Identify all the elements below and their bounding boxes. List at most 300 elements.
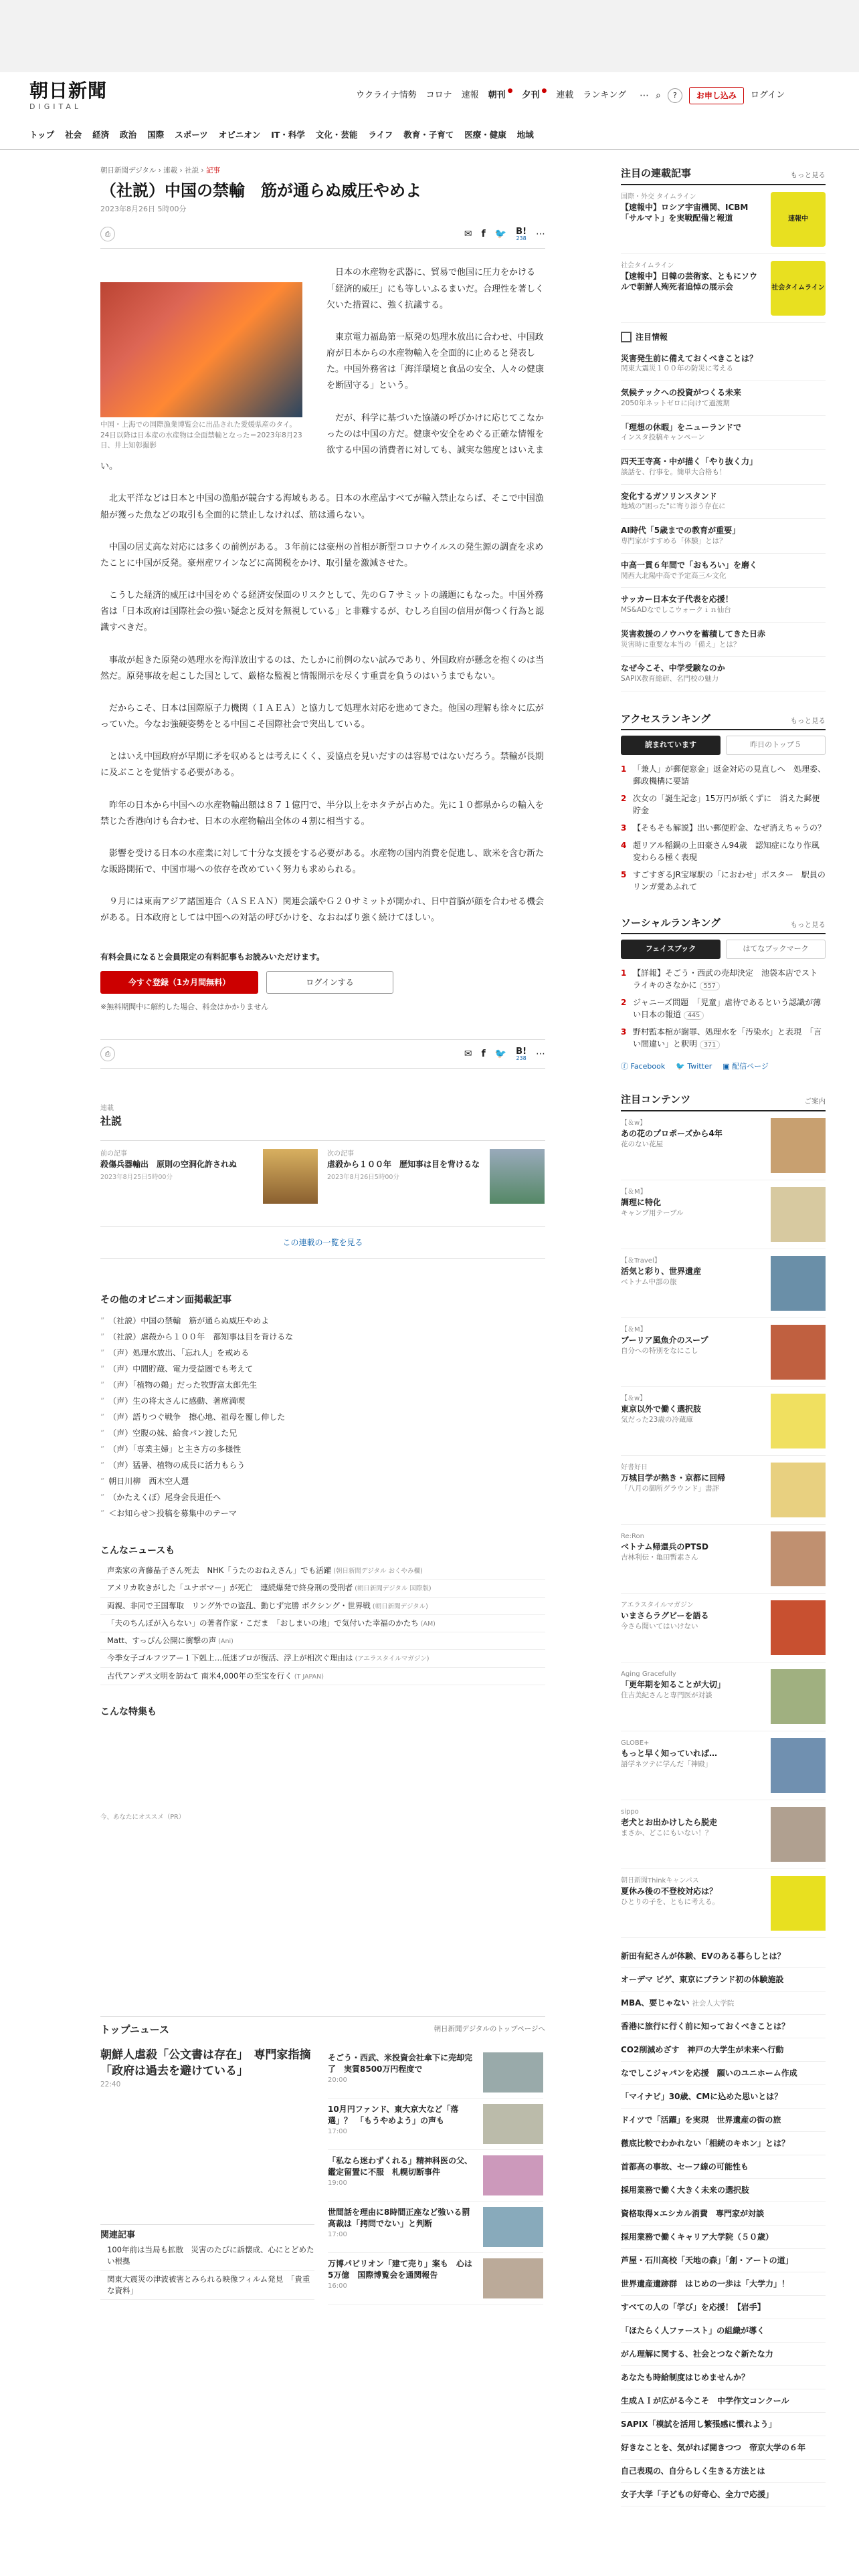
pr-item[interactable] [621,2389,826,2413]
pr-item[interactable] [621,2366,826,2389]
pr-list [621,1945,826,2507]
opinion-heading: その他のオピニオン面掲載記事 [100,1295,231,1306]
pr-item[interactable] [621,2015,826,2038]
bookmark-count: 238 [516,235,527,241]
pr-headline: 香港に旅行に行く前に知っておくべきことは？ [621,2022,790,2032]
opinion-item[interactable]: ” （社説）虐殺から１００年 都知事は目を背けるな [100,1329,545,1345]
ranking-more-link[interactable]: もっと見る [790,716,826,725]
ad-item[interactable] [621,519,826,554]
pr-item[interactable] [621,2062,826,2085]
social-item[interactable] [621,964,826,994]
tab-most-read[interactable]: 読まれています [621,736,721,755]
nav-ranking[interactable]: ランキング [583,90,627,101]
register-button[interactable]: 今すぐ登録（1カ月間無料） [100,971,258,994]
topnews-thumbnail [483,2207,543,2247]
opinion-item[interactable]: ” 朝日川柳 西木空人選 [100,1473,545,1489]
ad-item[interactable] [621,347,826,382]
serial-item[interactable] [621,185,826,254]
pr-item[interactable] [621,2202,826,2226]
login-link[interactable]: ログイン [750,90,785,101]
category-7[interactable]: IT・科学 [271,130,305,140]
ranking-tabs [621,736,826,755]
ad-item[interactable] [621,657,826,691]
topnews-item[interactable] [328,2253,543,2304]
content-sub: 語学ネツテに学んだ「神殿」 [621,1759,712,1768]
more-options-icon[interactable]: ⋯ [536,1048,545,1059]
content-text [621,1118,761,1173]
content-thumbnail [771,1394,826,1448]
news-source: (朝日新聞デジタル 国際版) [353,1585,432,1593]
category-4[interactable]: 国際 [147,130,165,140]
ranking-text: すごすぎるJR宝塚駅の「におわせ」ポスター 駅員のリンガ愛あふれて [633,869,826,891]
topnews-time: 19:00 [328,2179,347,2187]
pr-item[interactable] [621,2460,826,2483]
pr-area [100,1822,545,1990]
news-item[interactable] [100,1598,545,1615]
facebook-icon[interactable]: f [481,1048,486,1059]
ad-item[interactable] [621,485,826,520]
content-thumbnail [771,1531,826,1586]
topnews-headline: 万博パビリオン「建て売り」案も 心は5万億 国際博覧会を通関報告 [328,2258,472,2280]
content-headline: ベトナム帰還兵のPTSD [621,1541,708,1551]
content-item[interactable] [621,1662,826,1731]
content-thumbnail [771,1600,826,1655]
news-item[interactable] [100,1668,545,1685]
pr-headline: 女子大学「子どもの好奇心、全力で応援」 [621,2490,774,2500]
ad-headline: 四天王寺高・中が描く「やり抜く力」 [621,457,758,467]
opinion-item[interactable]: ” （声）語りつぐ戦争 擦心地、祖母を覆し伸した [100,1409,545,1425]
topnews-time: 17:00 [328,2231,347,2239]
category-2[interactable]: 経済 [92,130,110,140]
premium-text: 有料会員になると会員限定の有料記事もお読みいただけます。 [100,952,325,962]
category-11[interactable]: 医療・健康 [464,130,506,140]
pr-item[interactable] [621,2109,826,2132]
content-item[interactable] [621,1594,826,1662]
social-number: 2 [621,998,627,1008]
content-sub: 吉林利伝・亀田暫素さん [621,1553,698,1562]
mail-icon[interactable]: ✉ [464,228,472,239]
article-paragraph: 事故が起きた原発の処理水を海洋放出するのは、たしかに前例のない試みであり、外国政府が懸念を抱くのは当然だ。原発事故を起こした国として、厳格な監視と情報開示を尽くす重責を負うのはいうまでもない。 [100,655,545,681]
tab-yesterday-top5[interactable]: 昨日のトップ５ [726,736,826,755]
opinion-item[interactable]: ” （声）猛暑、植物の成長に活力もらう [100,1457,545,1473]
news-source: (T JAPAN) [292,1673,324,1681]
topnews-headline: 「私なら迷わずくれる」精神科医の父、鑑定留置に不服 札幌切断事件 [328,2155,473,2177]
twitter-icon[interactable]: 🐦 [494,1048,507,1059]
content-sub: ひとりの子を、ともに考える。 [621,1897,719,1906]
content-sub: 住吉美紀さんと専門医が対談 [621,1691,712,1699]
ad-headline: サッカー日本女子代表を応援！ [621,595,733,605]
category-0[interactable]: トップ [29,130,55,140]
opinion-item[interactable]: ” （声）「植物の鵜」だった牧野富太郎先生 [100,1377,545,1393]
premium-note: ※無料期間中に解約した場合、料金はかかりません [100,1002,269,1011]
nav-morning[interactable]: 朝刊 ● [488,88,513,101]
article-figure [100,282,302,451]
topnews-time: 20:00 [328,2076,347,2084]
nav-evening[interactable]: 夕刊 ● [522,88,547,101]
content-tag: 好書好日 [621,1463,648,1471]
ad-sub: 災害時に重要な本当の「備え」とは？ [621,640,741,649]
topnews-thumbnail [483,2258,543,2298]
ad-item[interactable] [621,381,826,416]
article-paragraph: 影響を受ける日本の水産業に対して十分な支援をする必要がある。水産物の国内消費を促進し、欧米を含む新たな販路開拓で、中国市場への依存を改めていく努力も求められる。 [100,848,545,875]
content-tag: 【＆M】 [621,1325,647,1333]
topnews-thumbnail [483,2155,543,2195]
pr-item[interactable] [621,2085,826,2109]
print-icon[interactable]: ⎙ [100,1047,115,1061]
topnews-item-text [328,2155,475,2195]
ad-sub: 地域の"困った"に寄り添う存在に [621,502,726,511]
pr-headline: 採用業務で働くキャリア大学院（５０歳） [621,2232,774,2242]
pr-headline: CO2削減めざす 神戸の大学生が未来へ行動 [621,2045,784,2055]
content-headline: あの花のプロポーズから4年 [621,1128,723,1138]
ad-item[interactable] [621,554,826,588]
pr-item[interactable] [621,2249,826,2272]
tab-hatena[interactable]: はてなブックマーク [726,940,826,959]
ad-headline: 変化するガソリンスタンド [621,491,717,501]
content-sub: まさか、どこにもいない！？ [621,1828,712,1837]
pr-item[interactable] [621,2436,826,2460]
content-item[interactable] [621,1249,826,1318]
ad-sub: 関東大震災１００年の防災に考える [621,364,733,373]
ranking-text: 「兼人」が郵便窓金」返金対応の見直しへ 処理委、郵政機構に要請 [633,764,826,786]
news-item[interactable] [100,1632,545,1650]
category-12[interactable]: 地域 [516,130,534,140]
ranking-item[interactable] [621,837,826,866]
topnews-time: 17:00 [328,2128,347,2136]
content-item[interactable] [621,1387,826,1456]
news-headline: アメリカ吹きがした「ユナボマー」が死亡 連続爆発で終身刑の受刑者 [107,1583,353,1593]
news-headline: 声楽家の斉藤晶子さん死去 NHK「うたのおねえさん」でも活躍 [107,1566,332,1576]
social-item[interactable] [621,994,826,1023]
ranking-item[interactable] [621,819,826,837]
next-headline: 虐殺から１００年 歴知事は目を背けるな [327,1160,480,1170]
content-sub: キャンプ用テーブル [621,1208,684,1217]
social-number: 1 [621,968,627,978]
topnews-item[interactable] [328,2150,543,2202]
pr-item[interactable] [621,2483,826,2506]
site-logo[interactable] [29,81,110,112]
topnews-headline: 世間話を理由に8時間正座など強いる罰 高裁は「拷問でない」と判断 [328,2207,478,2228]
social-count: 445 [684,1011,704,1020]
content-sub: 気だった23歳の冷蔵庫 [621,1415,693,1424]
content-tag: アエラスタイルマガジン [621,1601,694,1609]
content-headline: 「更年期を知ることが大切」 [621,1679,726,1689]
pr-headline: 「ほたらく人ファースト」の組織が導く [621,2326,765,2336]
login-button[interactable]: ログインする [266,971,393,994]
prev-thumbnail [263,1149,318,1204]
article-paragraph: とはいえ中国政府が早期に矛を収めるとは考えにくく、妥協点を見いだすのは容易ではないだろう。禁輸が長期に及ぶことを覚悟する必要がある。 [100,752,544,778]
social-text: 野村監本棺が謝罪、処理水を「汚染水」と表現 「言い間違い」と釈明 371 [633,1027,822,1049]
ranking-list [621,760,826,895]
ad-sub: インスタ投稿キャンペーン [621,433,705,442]
pr-item[interactable] [621,2272,826,2296]
series-list-link[interactable]: この連載の一覧を見る [100,1226,545,1259]
ad-item[interactable] [621,416,826,451]
topnews-list [328,2047,543,2304]
nav-ukraine[interactable]: ウクライナ情勢 [356,90,417,101]
content-item[interactable] [621,1318,826,1387]
ranking-item[interactable] [621,790,826,819]
content-item[interactable] [621,1525,826,1594]
content-sub: 花のない花屋 [621,1140,663,1148]
content-thumbnail [771,1256,826,1311]
article-paragraph: 日本の水産物を武器に、貿易で他国に圧力をかける「経済的威圧」にも等しいふるまいだ。合理性を著しく欠いた措置に、強く抗議する。 [326,267,545,310]
sidebar [621,150,826,2506]
category-9[interactable]: ライフ [368,130,393,140]
news-item[interactable] [100,1580,545,1597]
nav-corona[interactable]: コロナ [425,90,452,101]
article-title: （社説）中国の禁輸 筋が通らぬ威圧やめよ [100,181,421,200]
topnews-item-text [328,2258,475,2298]
article-paragraph: 中国の居丈高な対応には多くの前例がある。３年前には豪州の首相が新型コロナウイルスの発生源の調査を求めたことに中国が反発。豪州産ワインなどに高関税をかけ、取引量を激減させた。 [100,542,544,568]
content-thumbnail [771,1325,826,1380]
pr-headline: 首都高の事故、セーフ線の可能性も [621,2162,749,2172]
content-text [621,1394,761,1448]
nav-breaking[interactable]: 速報 [461,90,479,101]
crumb-current: 記事 [206,167,220,175]
ranking-number: 5 [621,869,627,879]
content-list [621,1111,826,1938]
pr-headline: SAPIX「模試を活用し繁張感に慣れよう」 [621,2420,777,2430]
subscribe-button[interactable]: お申し込み [689,87,744,104]
related-series [100,1103,545,1259]
nav-series[interactable]: 連載 [556,90,574,101]
opinion-item[interactable]: ” （かたえくぼ）尾身会長退任へ [100,1489,545,1505]
twitter-follow-label: Twitter [687,1061,712,1071]
content-item[interactable] [621,1111,826,1180]
hatena-bookmark-icon[interactable]: B! 238 [516,1046,527,1061]
news-source: (Ani) [216,1638,233,1646]
opinion-item[interactable]: ” （声）生の将太さんに感動、著席満喫 [100,1393,545,1409]
news-item[interactable] [100,1562,545,1580]
pr-headline: 芦屋・石川高校「天地の森」「創・アートの道」 [621,2256,793,2266]
mail-icon[interactable]: ✉ [464,1048,472,1059]
ad-headline: 災害発生前に備えておくべきことは？ [621,353,758,363]
pr-item[interactable] [621,2296,826,2319]
twitter-icon[interactable]: 🐦 [494,228,507,239]
social-text: ジャニーズ問題 「児童」虐待であるという認識が薄い日本の報道 445 [633,998,822,1020]
serial-item[interactable] [621,254,826,323]
content-item[interactable] [621,1800,826,1869]
article-paragraph: 北太平洋などは日本と中国の漁船が競合する海域もある。日本の水産品すべてが輸入禁止ならば、そこで中国漁船が獲った魚などの取引も全面的に禁止しなければ、筋は通らない。 [100,494,544,520]
content-sub: ベトナム中部の旅 [621,1277,677,1286]
category-5[interactable]: スポーツ [175,130,208,140]
feed-follow[interactable]: ▣ 配信ページ [723,1061,769,1071]
related-item[interactable]: 100年前は当局も拡散 災害のたびに訴懐成、心にとどめたい根拠 [100,2242,314,2271]
photo-caption: 中国・上海での国際漁業博覧会に出品された愛媛県産のタイ。24日以降は日本産の水産物は全面禁輸となった＝2023年8月23日、井上知彰撮影 [100,421,302,449]
content-item[interactable] [621,1456,826,1525]
content-text [621,1256,761,1311]
content-sub: 今さら聞いてはいけない [621,1622,698,1630]
ranking-item[interactable] [621,866,826,895]
ranking-text: 次女の「誕生記念」15万円が紙くずに 消えた郵便貯金 [633,793,820,815]
related-series-name[interactable]: 社説 [100,1115,122,1128]
pr-item[interactable] [621,2343,826,2366]
opinion-item[interactable]: ” （声）中間貯蔵、電力受益圏でも考えて [100,1361,545,1377]
content-thumbnail [771,1807,826,1862]
hatena-bookmark-icon[interactable]: B! 238 [516,226,527,241]
serial-thumbnail: 社会タイムライン [771,261,826,316]
topnews-lead[interactable] [100,2047,314,2304]
pr-headline: 「マイナビ」30歳、CMに込めた思いとは？ [621,2092,783,2102]
content-thumbnail [771,1738,826,1793]
content-item[interactable] [621,1731,826,1800]
ad-sub: SAPIX教育総研、名門校の魅力 [621,675,719,683]
ad-headline: AI時代「5歳までの教育が重要」 [621,526,741,536]
category-3[interactable]: 政治 [120,130,137,140]
content-text [621,1187,761,1242]
content-item[interactable] [621,1180,826,1249]
pr-headline: 自己表現の、自分らしく生きる方法とは [621,2466,765,2476]
share-toolbar-bottom [100,1039,545,1069]
content-headline: 東京以外で働く選択肢 [621,1404,702,1414]
opinion-list [100,1313,545,1521]
new-dot-icon: ● [507,88,513,95]
facebook-icon[interactable]: f [481,228,486,239]
pr-headline: あなたも時給制度はじめませんか？ [621,2373,750,2383]
pr-item[interactable] [621,2319,826,2343]
ad-item[interactable] [621,450,826,485]
pr-item[interactable] [621,2132,826,2155]
topnews-item[interactable] [328,2047,543,2099]
news-headline: 「夫のちんぽが入らない」の著者作家・こだま 「おしまいの地」で気付いた幸福のかたち [107,1618,419,1628]
related-heading: 関連記事 [100,2224,314,2242]
prev-article-card[interactable] [100,1149,318,1204]
ranking-number: 3 [621,823,627,833]
crumb-home[interactable]: 朝日新聞デジタル [100,167,157,175]
facebook-follow-label: Facebook [630,1061,666,1071]
topnews-headline: そごう・西武、米投資会社傘下に売却完了 実質8500万円程度で [328,2052,473,2074]
pr-headline: 資格取得×エシカル消費 専門家が対談 [621,2209,765,2219]
content-tag: 朝日新聞Thinkキャンパス [621,1876,699,1885]
related-item[interactable]: 関東大震災の津波被害とみられる映像フィルム発見 「貴重な資料」 [100,2271,314,2300]
serial-more-link[interactable]: もっと見る [790,171,826,179]
content-thumbnail [771,1669,826,1724]
pr-item[interactable] [621,2155,826,2179]
prev-headline: 殺傷兵器輸出 原則の空洞化許されぬ [100,1160,237,1170]
topnews-item-text [328,2052,475,2092]
opinion-item[interactable]: ” ＜お知らせ＞投稿を募集中のテーマ [100,1505,545,1521]
social-more-link[interactable]: もっと見る [790,920,826,929]
related-list [100,2242,314,2300]
pr-headline: なでしこジャパンを応援 願いのユニホーム作成 [621,2068,797,2078]
pr-headline: MBA、要じゃない [621,1998,690,2008]
ad-item[interactable] [621,623,826,657]
next-article-card[interactable] [327,1149,545,1204]
category-8[interactable]: 文化・芸能 [315,130,358,140]
topnews-headline: 10月円ファンド、東大京大など「落選」？ 「もうやめよう」の声も [328,2104,459,2125]
content-tag: 【＆w】 [621,1119,647,1127]
article-photo[interactable] [100,282,302,417]
breadcrumb: 朝日新聞デジタル › 連載 › 社説 › 記事 [100,167,220,175]
twitter-follow[interactable]: 🐦 Twitter [676,1061,712,1071]
ranking-title: アクセスランキング [621,712,711,725]
news-item[interactable] [100,1615,545,1632]
content-headline: いまさらラグビーを語る [621,1610,709,1620]
social-tabs [621,940,826,959]
news-heading: こんなニュースも [100,1545,175,1557]
pr-headline: すべての人の「学び」を応援！【岩手】 [621,2302,765,2313]
pr-item[interactable] [621,2179,826,2202]
topnews-link[interactable]: 朝日新聞デジタルのトップページへ [434,2025,545,2034]
ranking-item[interactable] [621,760,826,790]
more-options-icon[interactable]: ⋯ [536,228,545,239]
category-10[interactable]: 教育・子育て [403,130,454,140]
content-tag: Aging Gracefully [621,1670,676,1678]
social-header [621,916,826,935]
ad-item[interactable] [621,588,826,623]
search-icon[interactable]: ⌕ [656,90,661,101]
content-tag: Re:Ron [621,1532,644,1540]
content-text [621,1807,761,1862]
social-count: 557 [700,982,720,990]
social-number: 3 [621,1027,627,1037]
print-icon[interactable]: ⎙ [100,227,115,241]
top-news [100,2016,545,2304]
content-headline: ブーリア風魚介のスープ [621,1335,708,1345]
topnews-time: 16:00 [328,2282,347,2290]
pr-item[interactable] [621,2038,826,2062]
topnews-item[interactable] [328,2202,543,2253]
more-icon[interactable]: ⋯ [640,90,650,101]
news-source: (アエラスタイルマガジン) [353,1655,430,1663]
category-6[interactable]: オピニオン [218,130,261,140]
content-sub: 自分への特別をなにこし [621,1346,698,1355]
content-text [621,1876,761,1931]
pr-item[interactable] [621,2226,826,2249]
opinion-item[interactable]: ” （社説）中国の禁輸 筋が通らぬ威圧やめよ [100,1313,545,1329]
serial-header [621,166,826,185]
news-headline: Matt、すっぴん公開に衝撃の声 [107,1636,217,1646]
crumb-editorial[interactable]: 社説 [185,167,199,175]
topnews-item[interactable] [328,2099,543,2150]
article-column [100,150,545,2304]
facebook-follow[interactable]: ⓕ Facebook [621,1061,666,1071]
opinion-item[interactable]: ” （声）処理水放出、「忘れ人」を戒める [100,1345,545,1361]
content-text [621,1463,761,1517]
opinion-item[interactable]: ” （声）空腹の妹、給食パン渡した兄 [100,1425,545,1441]
ad-sub: 談話を、行事を。簡単大合格も！ [621,467,727,476]
bookmark-count: 238 [516,1055,527,1061]
content-thumbnail [771,1876,826,1931]
pr-item[interactable] [621,1945,826,1968]
pr-label: 今、あなたにオススメ（PR） [100,1813,185,1821]
header-icons [640,87,785,104]
pr-item[interactable] [621,1992,826,2016]
opinion-item[interactable]: ” （声）「専業主婦」と主さ方の多様性 [100,1441,545,1457]
topnews-thumbnail [483,2052,543,2092]
content-tag: 【＆w】 [621,1394,647,1402]
social-item[interactable] [621,1023,826,1053]
content-item[interactable] [621,1869,826,1938]
pr-item[interactable] [621,2413,826,2436]
article-paragraph: 昨年の日本から中国への水産物輸出額は８７１億円で、半分以上をホタテが占めた。先に１０都県からの輸入を禁じた香港向けも合わせ、日本の水産物輸出全体の４割に相当する。 [100,800,544,827]
feature-heading: こんな特集も [100,1706,157,1717]
category-1[interactable]: 社会 [65,130,82,140]
pr-item[interactable] [621,1968,826,1992]
content-more-link[interactable]: ご案内 [804,1097,826,1105]
new-dot-icon: ● [541,88,547,95]
tab-facebook[interactable]: フェイスブック [621,940,721,959]
news-item[interactable] [100,1650,545,1667]
serial-list [621,185,826,323]
help-icon[interactable]: ? [668,88,682,103]
ad-sub: 専門家がすすめる「体験」とは？ [621,537,727,546]
pr-headline: 新田有紀さんが体験、EVのある暮らしとは？ [621,1951,785,1961]
serial-headline: 【速報中】ロシア宇宙機関、ICBM「サルマト」を実戦配備と報道 [621,202,749,223]
crumb-series[interactable]: 連載 [163,167,178,175]
content-text [621,1738,761,1793]
